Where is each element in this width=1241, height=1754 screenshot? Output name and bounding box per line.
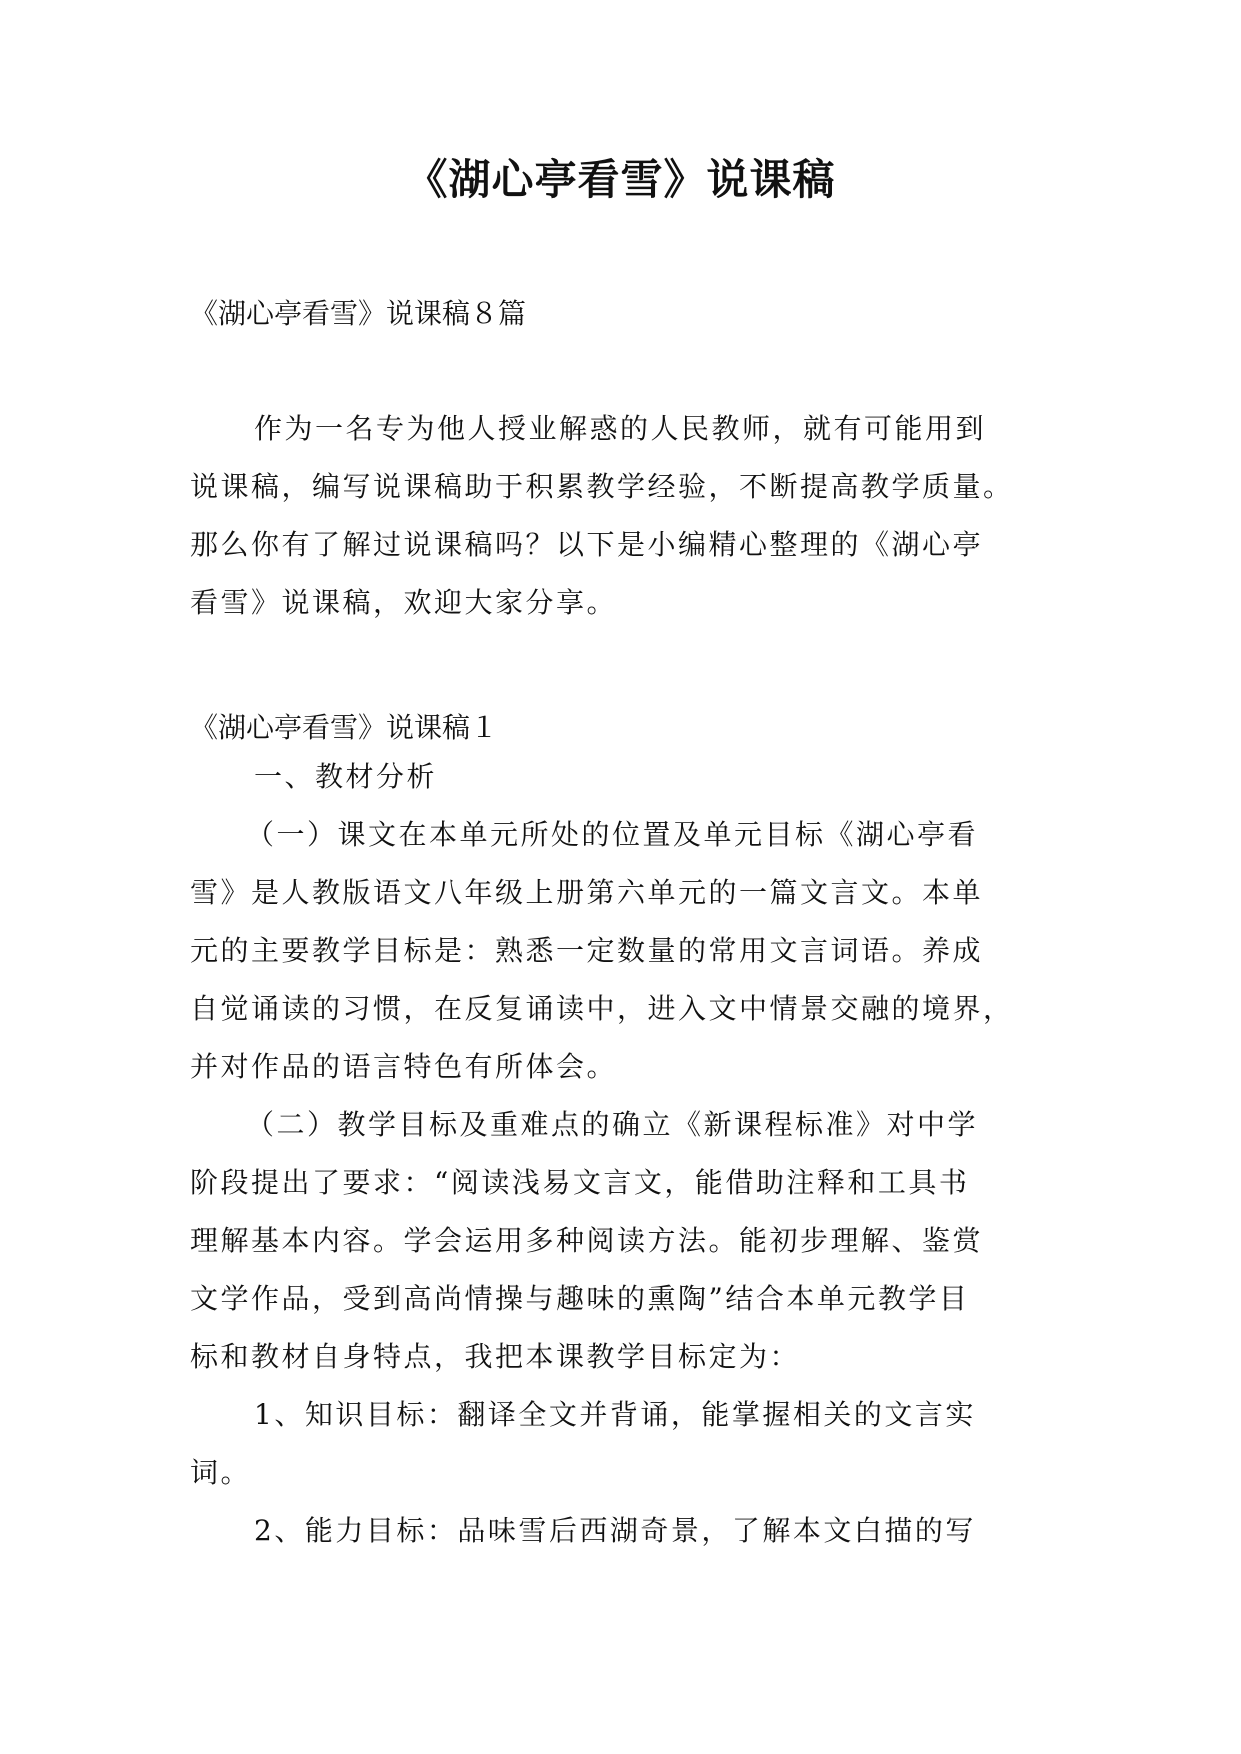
content-line: 1、知识目标：翻译全文并背诵，能掌握相关的文言实 [254,1398,976,1431]
content-line: 2、能力目标：品味雪后西湖奇景，了解本文白描的写 [254,1514,976,1547]
document-title: 《湖心亭看雪》说课稿 [405,155,836,204]
section-heading: 一、教材分析 [254,760,438,793]
content-line: （一）课文在本单元所处的位置及单元目标《湖心亭看 [246,818,979,851]
content-body [190,748,1050,1560]
content-line: 雪》是人教版语文八年级上册第六单元的一篇文言文。本单 [190,876,984,909]
content-line: 自觉诵读的习惯，在反复诵读中，进入文中情景交融的境界， [190,992,1014,1025]
content-line: 标和教材自身特点，我把本课教学目标定为： [190,1340,801,1373]
intro-paragraph [190,400,1050,632]
content-line: 文学作品，受到高尚情操与趣味的熏陶”结合本单元教学目 [190,1282,970,1315]
content-line: 元的主要教学目标是：熟悉一定数量的常用文言词语。养成 [190,934,984,967]
intro-line: 作为一名专为他人授业解惑的人民教师，就有可能用到 [254,412,987,445]
intro-line: 那么你有了解过说课稿吗？以下是小编精心整理的《湖心亭 [190,528,984,561]
content-line: 词。 [190,1456,252,1489]
content-line: 理解基本内容。学会运用多种阅读方法。能初步理解、鉴赏 [190,1224,984,1257]
intro-line: 说课稿，编写说课稿助于积累教学经验，不断提高教学质量。 [190,470,1014,503]
document-subtitle: 《湖心亭看雪》说课稿８篇 [190,297,527,330]
content-line: 并对作品的语言特色有所体会。 [190,1050,618,1083]
content-line: 阶段提出了要求：“阅读浅易文言文，能借助注释和工具书 [190,1166,970,1199]
content-line: （二）教学目标及重难点的确立《新课程标准》对中学 [246,1108,979,1141]
intro-line: 看雪》说课稿，欢迎大家分享。 [190,586,618,619]
section-label: 《湖心亭看雪》说课稿１ [190,711,499,744]
